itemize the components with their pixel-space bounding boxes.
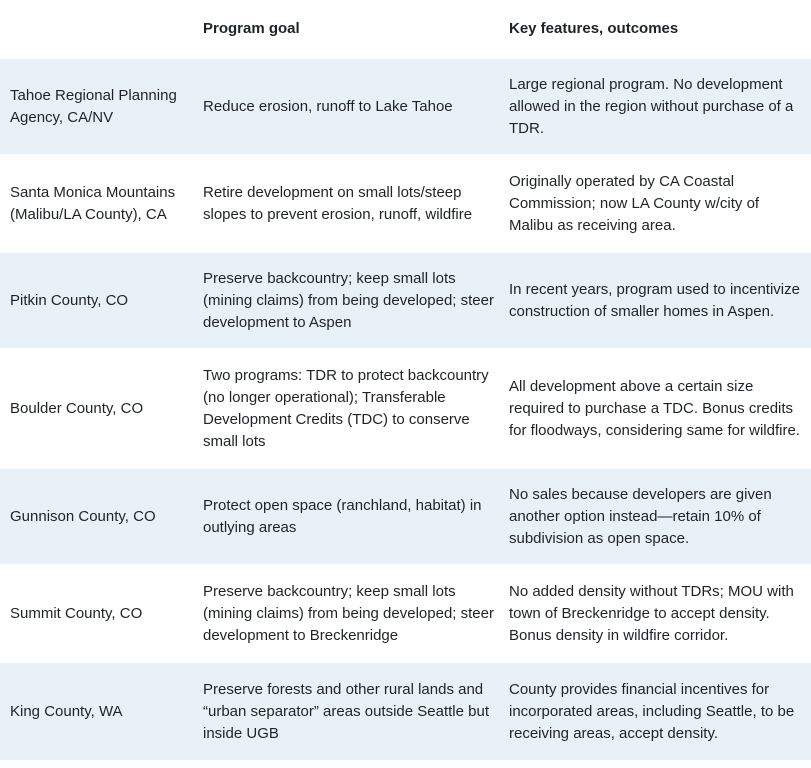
key-features-cell: No added density without TDRs; MOU with town of Breckenridge to accept density. Bonus density in wildfire corridor. <box>509 582 794 644</box>
key-features-cell: In recent years, program used to incentivize construction of smaller homes in Aspen. <box>509 280 800 320</box>
key-features-cell: County provides financial incentives for incorporated areas, including Seattle, to be receiving areas, accept density. <box>509 680 795 742</box>
table-row <box>0 662 811 760</box>
program-goal-cell: Preserve backcountry; keep small lots (mining claims) from being developed; steer development to Aspen <box>203 269 494 331</box>
key-features-cell: Originally operated by CA Coastal Commission; now LA County w/city of Malibu as receiving area. <box>509 172 760 234</box>
program-name-cell: Summit County, CO <box>10 604 143 622</box>
table-row <box>0 565 811 662</box>
program-name-cell: Santa Monica Mountains (Malibu/LA County), CA <box>10 183 176 223</box>
header-key-features: Key features, outcomes <box>509 19 679 37</box>
program-goal-cell: Preserve forests and other rural lands and “urban separator” areas outside Seattle but inside UGB <box>203 680 490 742</box>
header-program-name <box>0 0 195 58</box>
header-program-goal: Program goal <box>203 19 300 37</box>
table-row <box>0 155 811 252</box>
key-features-cell: No sales because developers are given another option instead—retain 10% of subdivision as open space. <box>509 485 772 547</box>
table-row <box>0 468 811 565</box>
table-row <box>0 252 811 349</box>
table-header-row <box>0 0 811 58</box>
program-name-cell: King County, WA <box>10 702 123 720</box>
table-row <box>0 58 811 155</box>
program-goal-cell: Retire development on small lots/steep slopes to prevent erosion, runoff, wildfire <box>203 183 473 223</box>
program-goal-cell: Two programs: TDR to protect backcountry (no longer operational); Transferable Development Credits (TDC) to conserve small lots <box>203 366 489 450</box>
table-row <box>0 349 811 468</box>
program-goal-cell: Preserve backcountry; keep small lots (mining claims) from being developed; steer development to Breckenridge <box>203 582 494 644</box>
program-goal-cell: Protect open space (ranchland, habitat) in outlying areas <box>203 496 482 536</box>
program-name-cell: Boulder County, CO <box>10 399 144 417</box>
program-name-cell: Tahoe Regional Planning Agency, CA/NV <box>10 86 177 126</box>
key-features-cell: Large regional program. No development allowed in the region without purchase of a TDR. <box>509 75 794 137</box>
key-features-cell: All development above a certain size required to purchase a TDC. Bonus credits for floodways, considering same for wildfire. <box>509 377 800 439</box>
program-name-cell: Pitkin County, CO <box>10 291 129 309</box>
program-goal-cell: Reduce erosion, runoff to Lake Tahoe <box>203 97 453 115</box>
program-name-cell: Gunnison County, CO <box>10 507 156 525</box>
